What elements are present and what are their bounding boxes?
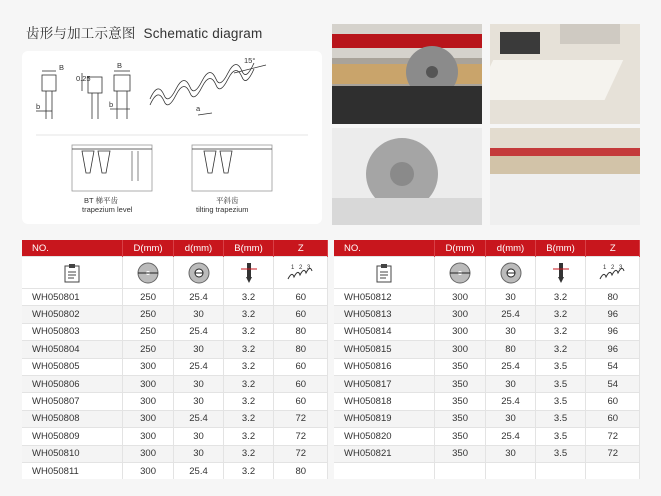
table-cell: 30 — [174, 306, 223, 323]
table-cell: 3.5 — [535, 393, 586, 410]
table-cell: 3.5 — [535, 375, 586, 392]
col-z: Z — [586, 240, 640, 257]
col-z: Z — [274, 240, 328, 257]
table-cell: 30 — [174, 445, 223, 462]
table-cell: WH050814 — [334, 323, 434, 340]
table-row — [22, 375, 328, 392]
table-cell: WH050802 — [22, 306, 122, 323]
table-cell: 300 — [122, 428, 174, 445]
photo-circular-saw-blade — [332, 128, 482, 225]
table-cell: 25.4 — [174, 289, 223, 306]
col-b: B(mm) — [223, 240, 274, 257]
table-row — [334, 358, 640, 375]
table-cell: WH050804 — [22, 341, 122, 358]
svg-text:3: 3 — [306, 264, 311, 271]
table-cell: 60 — [274, 393, 328, 410]
table-cell: 3.2 — [223, 323, 274, 340]
kerf-width-icon — [549, 261, 573, 285]
table-row — [334, 323, 640, 340]
schematic-diagram — [22, 51, 322, 224]
table-cell: 300 — [434, 289, 486, 306]
table-row — [334, 289, 640, 306]
table-cell: 350 — [434, 393, 486, 410]
page-title — [26, 22, 262, 42]
schematic-diagram-panel — [22, 51, 322, 224]
photo-panel-saw-table — [490, 24, 640, 124]
table-row — [22, 358, 328, 375]
table-cell: 3.5 — [535, 410, 586, 427]
table-cell: 72 — [586, 445, 640, 462]
table-cell: WH050803 — [22, 323, 122, 340]
table-row — [22, 393, 328, 410]
spec-tables — [22, 240, 640, 476]
table-cell: 250 — [122, 323, 174, 340]
table-cell: 60 — [586, 410, 640, 427]
blade-diameter-icon — [136, 261, 160, 285]
table-cell: 30 — [486, 375, 535, 392]
table-cell: WH050820 — [334, 428, 434, 445]
dim-b-1: B — [59, 63, 65, 72]
photo-saw-cutting-panel — [332, 24, 482, 124]
col-no: NO. — [334, 240, 434, 257]
table-cell: WH050801 — [22, 289, 122, 306]
dim-025: 0.25 — [76, 74, 91, 83]
table-cell: WH050811 — [22, 462, 122, 479]
bt-label-en: trapezium level — [82, 205, 133, 214]
table-cell: WH050809 — [22, 428, 122, 445]
bore-diameter-icon — [187, 261, 211, 285]
table-cell: 250 — [122, 289, 174, 306]
table-cell: 300 — [122, 410, 174, 427]
table-cell: 3.5 — [535, 428, 586, 445]
table-cell: 25.4 — [174, 410, 223, 427]
svg-text:1: 1 — [602, 264, 607, 271]
table-cell: 30 — [486, 323, 535, 340]
table-row — [22, 428, 328, 445]
title-en: Schematic diagram — [143, 26, 263, 41]
svg-text:1: 1 — [290, 264, 295, 271]
table-cell: 25.4 — [486, 358, 535, 375]
table-cell: 3.2 — [535, 341, 586, 358]
table-row — [334, 445, 640, 462]
table-cell: 350 — [434, 445, 486, 462]
table-cell: WH050815 — [334, 341, 434, 358]
table-cell: 25.4 — [486, 306, 535, 323]
bt-diagram — [72, 145, 152, 191]
flat-label-en: tilting trapezium — [196, 205, 249, 214]
document-icon — [61, 262, 83, 284]
table-cell: WH050818 — [334, 393, 434, 410]
table-cell: 3.2 — [535, 323, 586, 340]
col-d-bore: d(mm) — [486, 240, 535, 257]
table-cell — [334, 462, 434, 479]
table-cell: 3.2 — [223, 428, 274, 445]
bt-label-cn: BT 梯平齿 — [84, 196, 119, 205]
table-cell: 60 — [586, 393, 640, 410]
table-cell: 60 — [274, 358, 328, 375]
table-cell: 30 — [486, 289, 535, 306]
table-row — [334, 393, 640, 410]
col-no: NO. — [22, 240, 122, 257]
table-cell: 300 — [434, 306, 486, 323]
col-d-bore: d(mm) — [174, 240, 223, 257]
table-row — [22, 445, 328, 462]
table-cell: 72 — [274, 428, 328, 445]
col-d-outer: D(mm) — [122, 240, 174, 257]
table-cell: 3.2 — [223, 375, 274, 392]
dim-a: a — [196, 104, 201, 113]
table-cell: 60 — [274, 306, 328, 323]
table-cell: WH050812 — [334, 289, 434, 306]
table-cell — [434, 462, 486, 479]
table-cell: 72 — [274, 445, 328, 462]
table-cell: WH050806 — [22, 375, 122, 392]
table-row — [22, 306, 328, 323]
table-row — [22, 341, 328, 358]
table-cell — [586, 462, 640, 479]
table-row — [334, 462, 640, 479]
saw-teeth-profile — [150, 63, 254, 99]
document-icon — [373, 262, 395, 284]
table-cell: WH050810 — [22, 445, 122, 462]
table-row — [22, 323, 328, 340]
table-cell: 300 — [122, 358, 174, 375]
table-cell: 72 — [586, 428, 640, 445]
col-b: B(mm) — [535, 240, 586, 257]
table-cell: 30 — [174, 393, 223, 410]
table-cell: 350 — [434, 375, 486, 392]
table-cell: 300 — [122, 462, 174, 479]
table-cell: 96 — [586, 341, 640, 358]
dim-b-small-2: b — [109, 100, 114, 109]
tooth-count-icon — [598, 261, 628, 285]
table-cell: 80 — [274, 323, 328, 340]
spec-table-right — [334, 240, 640, 479]
table-cell: 3.2 — [223, 306, 274, 323]
table-cell: 3.5 — [535, 445, 586, 462]
table-cell: WH050816 — [334, 358, 434, 375]
table-row — [334, 375, 640, 392]
table-cell: 300 — [434, 341, 486, 358]
table-row — [334, 306, 640, 323]
title-cn: 齿形与加工示意图 — [26, 26, 136, 41]
table-cell: 3.2 — [223, 445, 274, 462]
tooth-profile-3 — [114, 75, 130, 91]
table-cell: WH050813 — [334, 306, 434, 323]
table-cell: WH050805 — [22, 358, 122, 375]
table-cell: 30 — [174, 428, 223, 445]
table-cell: 80 — [586, 289, 640, 306]
table-cell: 300 — [434, 323, 486, 340]
table-cell: 80 — [486, 341, 535, 358]
table-cell: 3.2 — [535, 289, 586, 306]
svg-text:3: 3 — [618, 264, 623, 271]
table-cell: 60 — [274, 375, 328, 392]
table-row — [22, 410, 328, 427]
table-cell: 80 — [274, 341, 328, 358]
table-cell: 300 — [122, 445, 174, 462]
table-row — [334, 428, 640, 445]
table-cell: 30 — [486, 445, 535, 462]
tooth-count-icon — [286, 261, 316, 285]
table-cell: 80 — [274, 462, 328, 479]
table-cell: 25.4 — [486, 393, 535, 410]
bore-diameter-icon — [499, 261, 523, 285]
table-row — [22, 462, 328, 479]
table-cell — [486, 462, 535, 479]
flat-label-cn: 平斜齿 — [216, 196, 239, 205]
spec-table-left — [22, 240, 328, 479]
photo-cut-boards — [490, 128, 640, 225]
kerf-width-icon — [237, 261, 261, 285]
table-cell: 3.5 — [535, 358, 586, 375]
angle-label: 15° — [244, 56, 256, 65]
table-cell: 54 — [586, 375, 640, 392]
table-cell: WH050821 — [334, 445, 434, 462]
table-cell: 250 — [122, 341, 174, 358]
table-row — [22, 289, 328, 306]
table-cell: 25.4 — [486, 428, 535, 445]
table-cell: 54 — [586, 358, 640, 375]
table-cell: 3.2 — [535, 306, 586, 323]
table-cell: 3.2 — [223, 358, 274, 375]
table-cell: 250 — [122, 306, 174, 323]
table-cell: WH050808 — [22, 410, 122, 427]
dim-b-2: B — [117, 61, 123, 70]
svg-text:2: 2 — [610, 264, 615, 271]
table-cell: 30 — [174, 375, 223, 392]
table-cell: 25.4 — [174, 358, 223, 375]
col-d-outer: D(mm) — [434, 240, 486, 257]
table-cell: 300 — [122, 393, 174, 410]
table-cell — [535, 462, 586, 479]
table-cell: 3.2 — [223, 341, 274, 358]
table-cell: 350 — [434, 428, 486, 445]
table-row — [334, 410, 640, 427]
table-row — [334, 341, 640, 358]
table-cell: 3.2 — [223, 393, 274, 410]
table-cell: 350 — [434, 410, 486, 427]
dim-b-small-1: b — [36, 102, 41, 111]
table-cell: 350 — [434, 358, 486, 375]
table-cell: WH050819 — [334, 410, 434, 427]
table-cell: 96 — [586, 323, 640, 340]
tooth-profile-1 — [42, 75, 56, 91]
table-cell: 3.2 — [223, 410, 274, 427]
table-cell: WH050807 — [22, 393, 122, 410]
svg-text:2: 2 — [298, 264, 303, 271]
table-cell: 96 — [586, 306, 640, 323]
table-cell: 3.2 — [223, 462, 274, 479]
table-cell: 30 — [174, 341, 223, 358]
table-cell: 72 — [274, 410, 328, 427]
table-cell: 25.4 — [174, 323, 223, 340]
table-cell: 60 — [274, 289, 328, 306]
table-cell: 300 — [122, 375, 174, 392]
table-cell: 30 — [486, 410, 535, 427]
blade-diameter-icon — [448, 261, 472, 285]
table-cell: 3.2 — [223, 289, 274, 306]
table-cell: WH050817 — [334, 375, 434, 392]
table-cell: 25.4 — [174, 462, 223, 479]
